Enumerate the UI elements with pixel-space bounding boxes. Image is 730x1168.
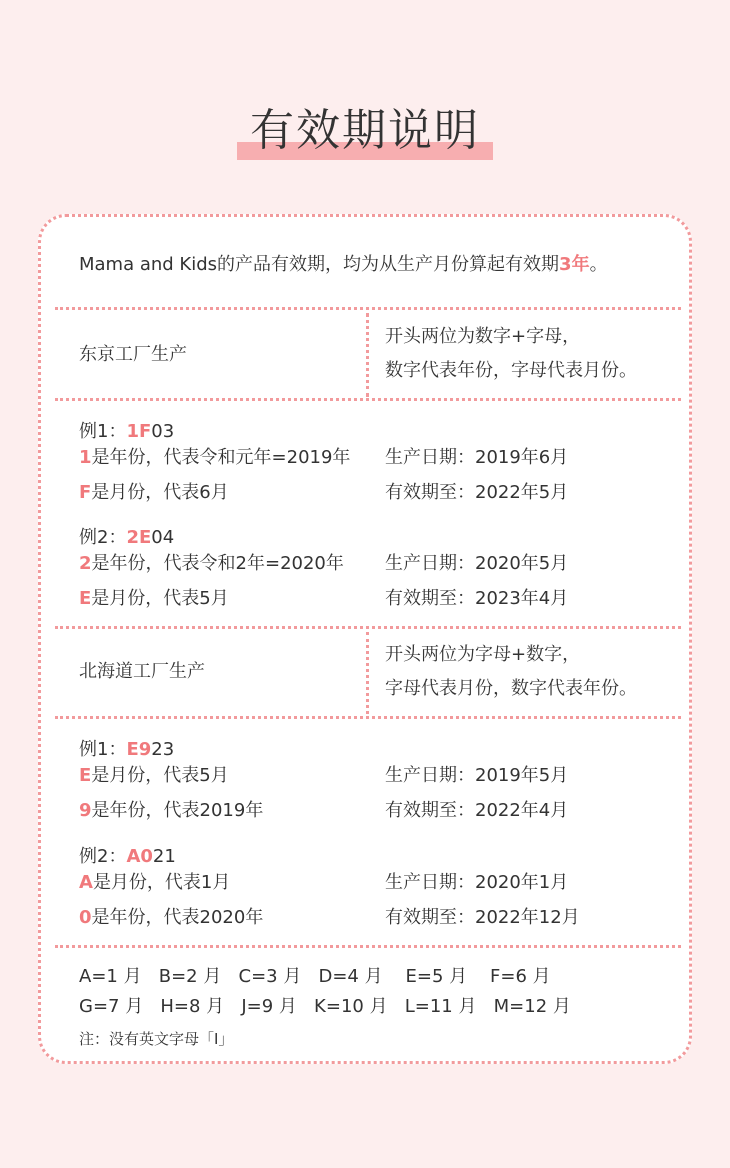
hokkaido-factory-label: 北海道工厂生产 xyxy=(79,661,205,682)
code-rest: 21 xyxy=(152,846,176,867)
expiry-date: 有效期至：2023年4月 xyxy=(385,588,569,609)
code-rest: 23 xyxy=(151,739,175,760)
example-code xyxy=(79,845,176,869)
divider xyxy=(55,307,681,310)
line-text: 是年份，代表2019年 xyxy=(91,800,264,821)
line-text: 是月份，代表1月 xyxy=(92,872,231,893)
expiry-date: 有效期至：2022年12月 xyxy=(385,907,580,928)
column-divider xyxy=(366,632,369,714)
example-code xyxy=(79,420,174,444)
line-highlight: 9 xyxy=(79,800,92,821)
line-highlight: 0 xyxy=(79,907,92,928)
line-text: 是月份，代表5月 xyxy=(91,765,229,786)
example-code xyxy=(79,738,174,762)
note-text: 注：没有英文字母「I」 xyxy=(79,1030,234,1048)
intro-text xyxy=(79,253,608,277)
line-text: 是月份，代表5月 xyxy=(91,588,229,609)
example-label: 例2： xyxy=(79,846,127,867)
production-date: 生产日期：2019年5月 xyxy=(385,765,569,786)
code-highlight: E9 xyxy=(126,739,152,760)
example-line xyxy=(79,799,263,823)
example-label: 例1： xyxy=(79,421,127,442)
hokkaido-rule-line2: 字母代表月份，数字代表年份。 xyxy=(385,678,637,699)
intro-suffix: 。 xyxy=(589,254,608,275)
code-rest: 03 xyxy=(151,421,175,442)
example-line xyxy=(79,552,344,576)
expiry-date: 有效期至：2022年5月 xyxy=(385,482,569,503)
example-code xyxy=(79,526,174,550)
example-label: 例2： xyxy=(79,527,127,548)
info-card xyxy=(38,214,692,1064)
line-text: 是年份，代表令和2年=2020年 xyxy=(91,553,344,574)
tokyo-factory-label: 东京工厂生产 xyxy=(79,344,187,365)
example-line xyxy=(79,764,229,788)
intro-highlight: 3年 xyxy=(559,254,590,275)
expiry-date: 有效期至：2022年4月 xyxy=(385,800,569,821)
example-line xyxy=(79,446,350,470)
line-highlight: F xyxy=(79,482,92,503)
code-highlight: 1F xyxy=(126,421,152,442)
example-line xyxy=(79,481,229,505)
page-title: 有效期说明 xyxy=(250,105,480,156)
tokyo-rule-line1: 开头两位为数字+字母， xyxy=(385,326,581,347)
hokkaido-rule-line1: 开头两位为字母+数字， xyxy=(385,644,581,665)
example-label: 例1： xyxy=(79,739,127,760)
line-text: 是月份，代表6月 xyxy=(91,482,229,503)
production-date: 生产日期：2020年1月 xyxy=(385,872,569,893)
month-legend-row1: A=1 月 B=2 月 C=3 月 D=4 月 E=5 月 F=6 月 xyxy=(79,966,551,987)
line-text: 是年份，代表令和元年=2019年 xyxy=(91,447,351,468)
example-line xyxy=(79,587,229,611)
example-line xyxy=(79,871,230,895)
example-line xyxy=(79,906,263,930)
column-divider xyxy=(366,313,369,397)
line-highlight: E xyxy=(79,588,92,609)
intro-prefix: Mama and Kids的产品有效期，均为从生产月份算起有效期 xyxy=(79,254,560,275)
code-rest: 04 xyxy=(151,527,175,548)
line-highlight: E xyxy=(79,765,92,786)
line-text: 是年份，代表2020年 xyxy=(91,907,264,928)
production-date: 生产日期：2020年5月 xyxy=(385,553,569,574)
line-highlight: A xyxy=(79,872,93,893)
line-highlight: 1 xyxy=(79,447,92,468)
month-legend-row2: G=7 月 H=8 月 J=9 月 K=10 月 L=11 月 M=12 月 xyxy=(79,996,571,1017)
production-date: 生产日期：2019年6月 xyxy=(385,447,569,468)
line-highlight: 2 xyxy=(79,553,92,574)
code-highlight: 2E xyxy=(126,527,152,548)
divider xyxy=(55,716,681,719)
title-area xyxy=(0,100,730,170)
divider xyxy=(55,626,681,629)
tokyo-rule-line2: 数字代表年份，字母代表月份。 xyxy=(385,360,637,381)
code-highlight: A0 xyxy=(126,846,153,867)
divider xyxy=(55,398,681,401)
divider xyxy=(55,945,681,948)
